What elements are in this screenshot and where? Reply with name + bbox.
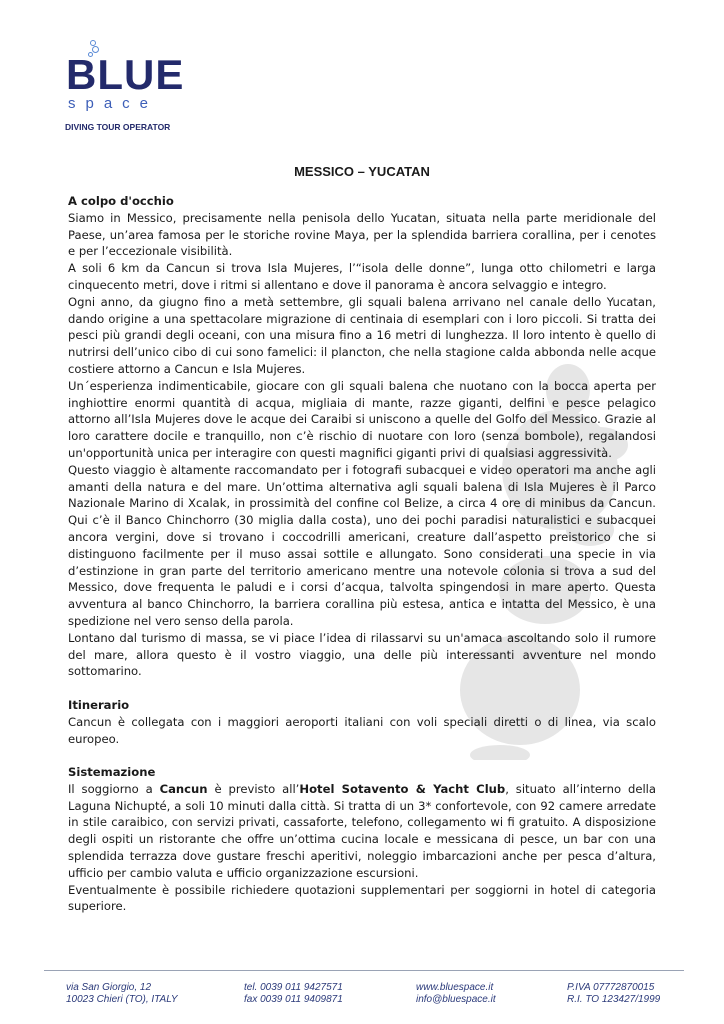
address-line: via San Giorgio, 12 (66, 982, 152, 993)
section-heading-itinerary: Itinerario (68, 697, 130, 712)
footer-contacts (416, 982, 496, 1006)
text-run: è previsto all’ (207, 781, 300, 796)
paragraph: Questo viaggio è altamente raccomandato per i fotografi subacquei e video operatori ma anche agli amanti della natura e del mare. Un’ottima alternativa agli squali balena di Isla Mujeres è il Parco Nazionale Marino di Xcalak, in prossimità del confine col Belize, a circa 4 ore di minibus da Cancun. Qui c’è il Banco Chinchorro (30 miglia dalla costa), uno dei pochi paradisi naturalistici e subacquei ancora vergini, dove si trovano i coccodrilli americani, creature dall’aspetto preistorico che si distinguono facilmente per il muso assai sottile e allungato. Sono considerati una specie in via d’estinzione in gran parte del territorio americano mentre una notevole colonia si trova a sud del Messico, dove frequenta le paludi e i corsi d’acqua, talvolta spingendosi in mare aperto. Questa avventura al banco Chinchorro, la barriera corallina più estesa, antica e intatta del Messico, è una spedizione nel vero senso della parola. (68, 462, 656, 628)
footer-divider (44, 970, 684, 971)
registry-number: R.I. TO 123427/1999 (567, 994, 661, 1005)
text-run-bold: Hotel Sotavento & Yacht Club (299, 781, 506, 796)
address-line: 10023 Chieri (TO), ITALY (66, 994, 178, 1005)
footer-company (567, 982, 660, 1006)
phone-number: tel. 0039 011 9427571 (244, 982, 343, 993)
footer-phones (244, 982, 343, 1006)
text-run: , situato all’interno della Laguna Nichupté, a soli 10 minuti dalla città. Si tratta di un 3* confortevole, con 92 camere arredate in stile caraibico, con servizi privati, cassaforte, telefono, collegamento wi fi gratuito. A disposizione degli ospiti un ristorante che offre un’ottima cucina locale e messicana di pesce, un bar con una splendida terrazza dove gustare freschi aperitivi, noleggio imbarcazioni anche per pesca d’altura, ufficio per cambio valuta e ufficio organizzazione escursioni. (68, 781, 656, 880)
section-heading-accommodation: Sistemazione (68, 765, 156, 780)
footer-address (66, 982, 178, 1006)
paragraph: Cancun è collegata con i maggiori aeroporti italiani con voli speciali diretti o di linea, via scalo europeo. (68, 714, 656, 746)
text-run: Il soggiorno a (68, 781, 160, 796)
text-run-bold: Cancun (159, 781, 208, 796)
paragraph: Siamo in Messico, precisamente nella penisola dello Yucatan, situata nella parte meridionale del Paese, un’area famosa per le storiche rovine Maya, per la splendida barriera corallina, per i cenotes e per l’eccezionale visibilità. (68, 210, 656, 259)
paragraph: Eventualmente è possibile richiedere quotazioni supplementari per soggiorni in hotel di categoria superiore. (68, 882, 656, 914)
paragraph (68, 781, 656, 882)
document-title: MESSICO – YUCATAN (294, 164, 430, 179)
website-link[interactable]: www.bluespace.it (416, 982, 494, 993)
logo-wordmark: BLUE (66, 51, 185, 98)
logo-subword: space (68, 95, 159, 112)
section-heading-glance: A colpo d'occhio (68, 194, 174, 208)
logo-tagline: DIVING TOUR OPERATOR (65, 122, 171, 132)
paragraph: A soli 6 km da Cancun si trova Isla Mujeres, l’“isola delle donne”, lunga otto chilometri e larga cinquecento metri, dove i ritmi si allentano e dove il panorama è ancora selvaggio e integro. (68, 261, 656, 292)
paragraph: Lontano dal turismo di massa, se vi piace l’idea di rilassarvi su un'amaca ascoltando solo il rumore del mare, allora questo è il vostro viaggio, una delle più interessanti avventure nel mondo sottomarino. (68, 630, 656, 679)
bluespace-logo (62, 40, 185, 135)
paragraph: Ogni anno, da giugno fino a metà settembre, gli squali balena arrivano nel canale dello Yucatan, dando origine a una spettacolare migrazione di centinaia di esemplari con i loro piccoli. Si tratta dei pesci più grandi degli oceani, con una misura fino a 16 metri di lunghezza. Il loro intento è quello di nutrirsi dell’unico cibo di cui sono famelici: il plancton, che nella stagione calda abbonda nelle acque costiere attorno a Cancun e Isla Mujeres. (68, 294, 656, 376)
vat-number: P.IVA 07772870015 (567, 982, 655, 993)
email-link[interactable]: info@bluespace.it (416, 994, 496, 1005)
paragraph: Un´esperienza indimenticabile, giocare con gli squali balena che nuotano con la bocca aperta per inghiottire enormi quantità di acqua, migliaia di mante, razze giganti, delfini e pesce pelagico attorno all’Isla Mujeres dove le acque dei Caraibi si uniscono a quelle del Golfo del Messico. Grazie al loro carattere docile e tranquillo, non c’è rischio di nuotare con loro (senza bombole), regalandosi un'opportunità unica per interagire con questi magnifici giganti privi di qualsiasi aggressività. (68, 378, 656, 460)
fax-number: fax 0039 011 9409871 (244, 994, 343, 1005)
footer (0, 982, 724, 1012)
document-body (68, 193, 656, 915)
